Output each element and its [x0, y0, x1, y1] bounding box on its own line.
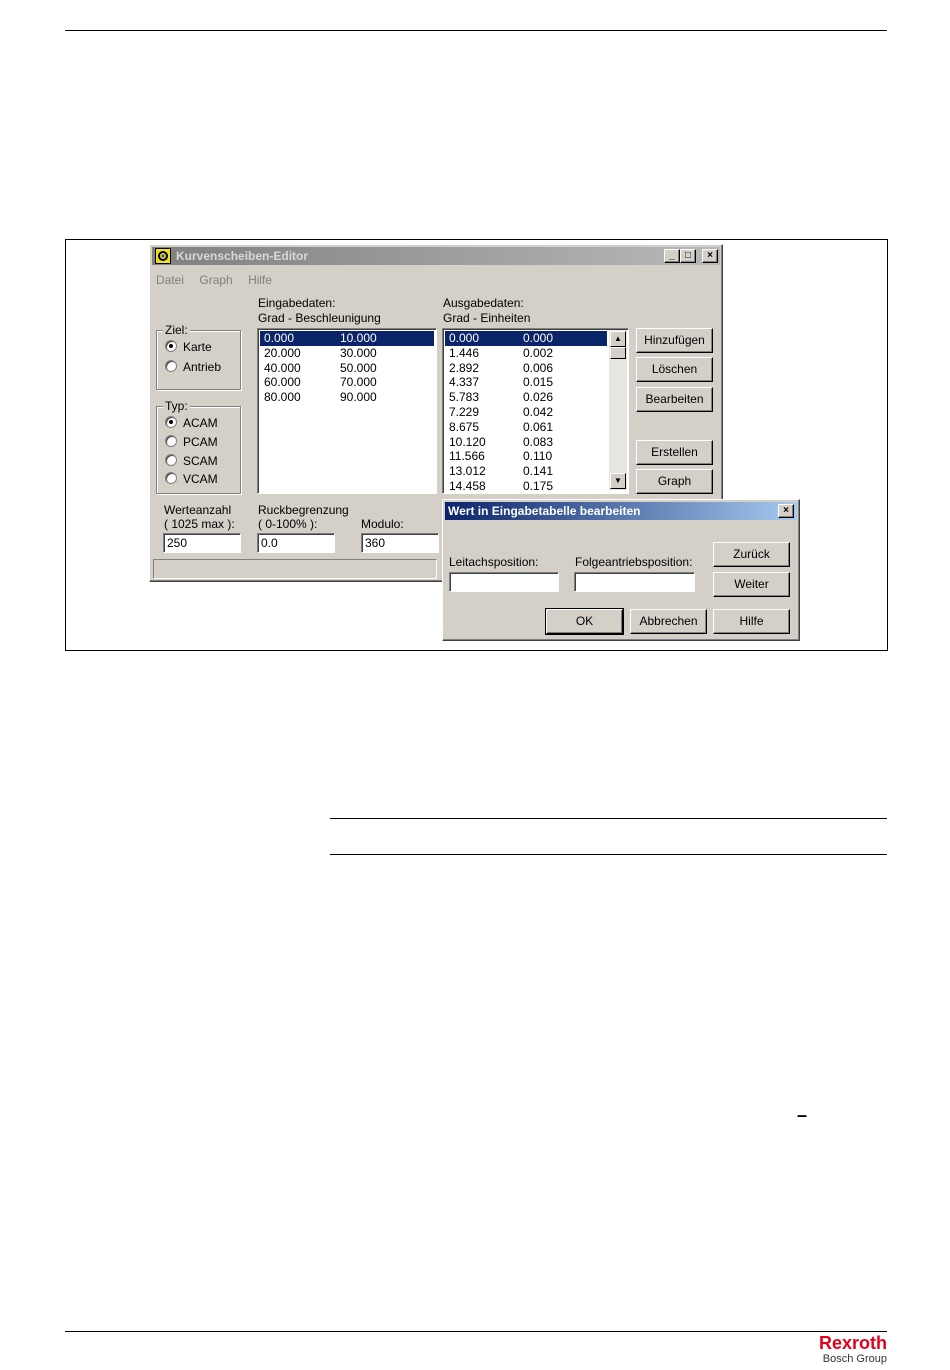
table-row[interactable]: [445, 375, 607, 390]
table-rule-top: [330, 818, 887, 819]
minimize-button[interactable]: _: [664, 249, 680, 263]
table-rule-bottom: [330, 854, 887, 855]
radio-vcam[interactable]: VCAM: [165, 471, 218, 487]
werteanzahl-input[interactable]: 250: [163, 533, 241, 553]
editor-titlebar[interactable]: [152, 247, 720, 265]
dialog-title: Wert in Eingabetabelle bearbeiten: [448, 504, 641, 518]
cell-y: 0.141: [523, 464, 554, 479]
cell-y: 50.000: [340, 360, 377, 375]
radio-dot-icon: [165, 435, 177, 447]
cell-x: 4.337: [449, 375, 480, 390]
table-row[interactable]: [445, 479, 607, 494]
cell-x: 10.120: [449, 434, 486, 449]
scroll-up-icon[interactable]: ▲: [610, 331, 626, 347]
ruckbegrenzung-input[interactable]: 0.0: [257, 533, 335, 553]
edit-dialog: [442, 499, 800, 641]
status-bar: [153, 559, 437, 579]
leitachs-label: Leitachsposition:: [449, 555, 539, 569]
menu-bar: [156, 273, 272, 287]
table-row[interactable]: [445, 449, 607, 464]
cell-x: 13.012: [449, 464, 486, 479]
table-row[interactable]: [445, 464, 607, 479]
scroll-down-icon[interactable]: ▼: [610, 473, 626, 489]
hinzufuegen-button[interactable]: Hinzufügen: [636, 328, 713, 353]
weiter-button[interactable]: Weiter: [713, 572, 790, 597]
table-row[interactable]: [445, 405, 607, 420]
cell-x: 1.446: [449, 345, 480, 360]
cell-y: 0.175: [523, 478, 554, 493]
cell-x: 0.000: [449, 331, 480, 345]
cell-y: 30.000: [340, 345, 377, 360]
graph-button[interactable]: Graph: [636, 469, 713, 494]
ziel-label: Ziel:: [165, 323, 188, 337]
hilfe-button[interactable]: Hilfe: [713, 609, 790, 634]
cell-x: 20.000: [264, 345, 301, 360]
cell-y: 0.002: [523, 345, 554, 360]
loeschen-button[interactable]: Löschen: [636, 357, 713, 382]
scroll-thumb[interactable]: [610, 347, 626, 359]
table-row[interactable]: [445, 435, 607, 450]
cell-y: 0.110: [523, 449, 553, 464]
header-rule: [65, 30, 887, 31]
cell-x: 7.229: [449, 404, 480, 419]
bearbeiten-button[interactable]: Bearbeiten: [636, 387, 713, 412]
typ-label: Typ:: [165, 399, 188, 413]
radio-dot-icon: [165, 340, 177, 352]
radio-scam[interactable]: SCAM: [165, 453, 218, 469]
table-row[interactable]: [260, 390, 434, 405]
cell-x: 60.000: [264, 375, 301, 390]
abbrechen-button[interactable]: Abbrechen: [630, 609, 707, 634]
cell-y: 10.000: [340, 331, 377, 345]
cell-y: 0.042: [523, 404, 554, 419]
ruckbegrenzung-label: Ruckbegrenzung ( 0-100% ):: [258, 503, 349, 531]
table-row[interactable]: [260, 375, 434, 390]
radio-karte[interactable]: Karte: [165, 339, 212, 355]
zurueck-button[interactable]: Zurück: [713, 542, 790, 567]
output-scrollbar[interactable]: [609, 330, 627, 490]
input-header: Eingabedaten: Grad - Beschleunigung: [258, 296, 381, 325]
radio-dot-icon: [165, 454, 177, 466]
erstellen-button[interactable]: Erstellen: [636, 440, 713, 465]
cell-y: 0.026: [523, 390, 554, 405]
folge-label: Folgeantriebsposition:: [575, 555, 693, 569]
table-row[interactable]: [260, 331, 434, 346]
stray-dash: –: [797, 1105, 808, 1125]
radio-acam[interactable]: ACAM: [165, 415, 218, 431]
radio-dot-icon: [165, 416, 177, 428]
cell-y: 0.083: [523, 434, 554, 449]
ziel-group: [156, 323, 241, 390]
dialog-titlebar[interactable]: [445, 502, 797, 520]
cell-y: 90.000: [340, 390, 377, 405]
editor-title: Kurvenscheiben-Editor: [176, 249, 309, 263]
table-row[interactable]: [445, 390, 607, 405]
radio-pcam[interactable]: PCAM: [165, 434, 218, 450]
menu-datei[interactable]: Datei: [156, 273, 185, 287]
dialog-close-icon[interactable]: ×: [778, 504, 794, 518]
menu-hilfe[interactable]: Hilfe: [248, 273, 273, 287]
menu-graph[interactable]: Graph: [199, 273, 233, 287]
input-table[interactable]: [257, 328, 437, 494]
modulo-input[interactable]: 360: [361, 533, 439, 553]
app-icon: [155, 248, 171, 264]
modulo-label: Modulo:: [361, 517, 404, 531]
footer-rule: [65, 1331, 887, 1332]
cell-y: 0.006: [523, 360, 554, 375]
radio-dot-icon: [165, 472, 177, 484]
cell-y: 0.061: [523, 419, 554, 434]
radio-dot-icon: [165, 360, 177, 372]
rexroth-logo: Rexroth Bosch Group: [818, 1333, 887, 1365]
table-row[interactable]: [260, 346, 434, 361]
cell-x: 40.000: [264, 360, 301, 375]
close-button[interactable]: ×: [702, 249, 718, 263]
input-rows: [260, 331, 434, 405]
cell-y: 0.015: [523, 375, 554, 390]
radio-antrieb[interactable]: Antrieb: [165, 359, 221, 375]
table-row[interactable]: [445, 420, 607, 435]
output-header: Ausgabedaten: Grad - Einheiten: [443, 296, 531, 325]
cell-x: 5.783: [449, 390, 480, 405]
cell-x: 11.566: [449, 449, 485, 464]
cell-x: 8.675: [449, 419, 480, 434]
folge-input[interactable]: [574, 572, 695, 592]
table-row[interactable]: [445, 331, 607, 346]
cell-x: 14.458: [449, 478, 486, 493]
cell-y: 70.000: [340, 375, 377, 390]
cell-x: 2.892: [449, 360, 480, 375]
table-row[interactable]: [445, 346, 607, 361]
table-row[interactable]: [445, 361, 607, 376]
werteanzahl-label: Werteanzahl ( 1025 max ):: [164, 503, 235, 531]
cell-y: 0.000: [523, 331, 554, 345]
maximize-button[interactable]: □: [680, 249, 696, 263]
table-row[interactable]: [260, 361, 434, 376]
cell-x: 0.000: [264, 331, 295, 345]
leitachs-input[interactable]: [449, 572, 559, 592]
typ-group: [156, 399, 241, 494]
output-table[interactable]: [442, 328, 629, 494]
ok-button[interactable]: OK: [546, 609, 623, 634]
cell-x: 80.000: [264, 390, 301, 405]
output-rows: [445, 331, 607, 494]
